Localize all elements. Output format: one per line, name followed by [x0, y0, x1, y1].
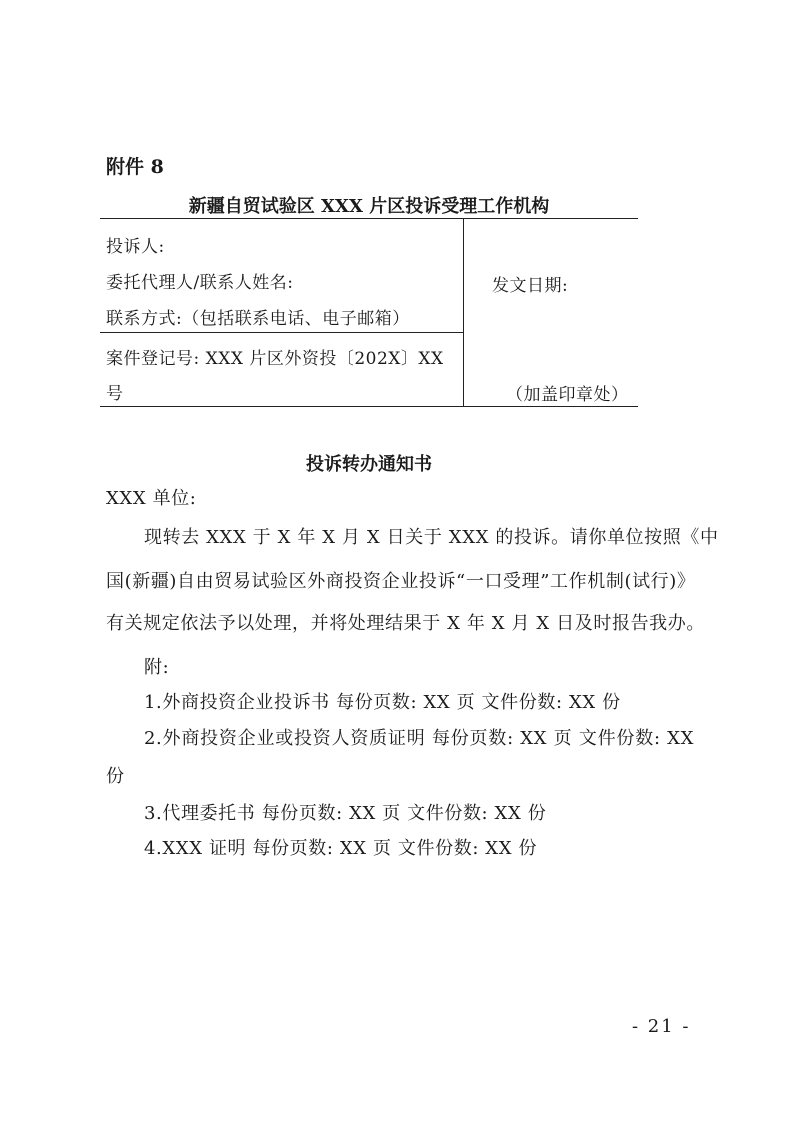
body-paragraph-line-2: 国(新疆)自由贸易试验区外商投资企业投诉“一口受理”工作机制(试行)》: [106, 571, 696, 592]
case-number-field: 案件登记号: XXX 片区外资投〔202X〕XX: [106, 349, 444, 369]
attachment-label: 附件 8: [106, 156, 164, 178]
attachment-item-continuation: 份: [106, 766, 125, 787]
org-title: 新疆自贸试验区 XXX 片区投诉受理工作机构: [188, 196, 550, 217]
table-bottom-border: [100, 406, 638, 407]
agent-name-field: 委托代理人/联系人姓名:: [106, 273, 294, 293]
complainant-field: 投诉人:: [106, 237, 165, 257]
seal-placeholder: （加盖印章处）: [506, 385, 629, 405]
attachment-item: 4.XXX 证明 每份页数: XX 页 文件份数: XX 份: [144, 838, 538, 859]
table-column-divider: [463, 218, 464, 406]
recipient-line: XXX 单位:: [106, 488, 197, 509]
attachments-heading: 附:: [144, 657, 170, 678]
case-number-suffix: 号: [106, 384, 124, 404]
page-number: - 21 -: [632, 1016, 691, 1037]
body-paragraph-line-1: 现转去 XXX 于 X 年 X 月 X 日关于 XXX 的投诉。请你单位按照《中: [144, 527, 719, 548]
table-top-border: [100, 218, 638, 219]
contact-field: 联系方式:（包括联系电话、电子邮箱）: [106, 309, 410, 329]
table-row-divider: [100, 332, 463, 333]
attachment-item: 2.外商投资企业或投资人资质证明 每份页数: XX 页 文件份数: XX: [144, 728, 694, 749]
attachment-item: 1.外商投资企业投诉书 每份页数: XX 页 文件份数: XX 份: [144, 692, 621, 713]
attachment-item: 3.代理委托书 每份页数: XX 页 文件份数: XX 份: [144, 803, 547, 824]
notice-title: 投诉转办通知书: [306, 454, 432, 475]
body-paragraph-line-3: 有关规定依法予以处理，并将处理结果于 X 年 X 月 X 日及时报告我办。: [106, 613, 705, 634]
issue-date-field: 发文日期:: [492, 276, 569, 296]
